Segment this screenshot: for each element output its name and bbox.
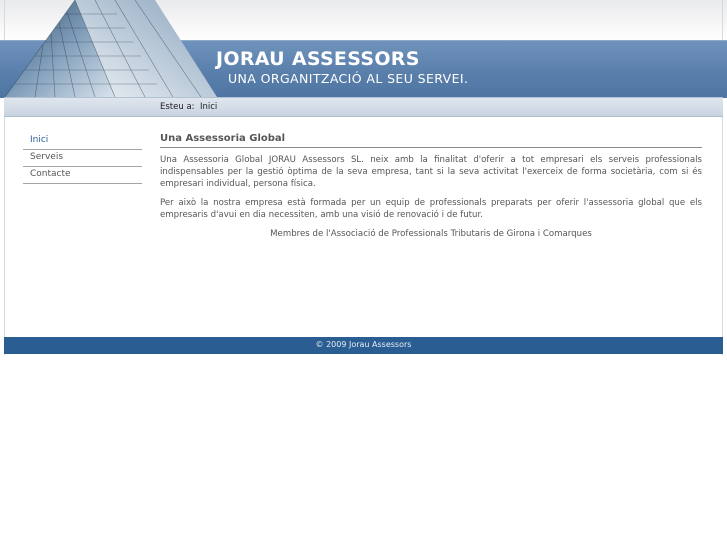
membership-paragraph: Membres de l'Associació de Professionals Tributaris de Girona i Comarques — [270, 229, 592, 239]
building-logo-image — [5, 0, 217, 97]
footer-copyright: © 2009 Jorau Assessors — [315, 340, 412, 349]
breadcrumb — [4, 97, 723, 117]
breadcrumb-current[interactable]: Inici — [200, 102, 218, 112]
main-content — [160, 133, 702, 247]
team-paragraph: Per això la nostra empresa està formada per un equip de professionals preparats per oferir l'assessoria global que els empresaris d'avui en dia necessiten, amb una visió de renovació i de futur. — [160, 198, 702, 220]
site-tagline: UNA ORGANITZACIÓ AL SEU SERVEI. — [228, 71, 469, 86]
sidebar-item-serveis[interactable]: Serveis — [23, 150, 142, 167]
breadcrumb-label: Esteu a: — [160, 102, 195, 112]
sidebar-item-inici[interactable]: Inici — [23, 133, 142, 150]
site-title: JORAU ASSESSORS — [216, 48, 420, 70]
footer — [4, 337, 723, 354]
sidebar-nav — [23, 133, 142, 184]
page-title: Una Assessoria Global — [160, 133, 702, 148]
intro-paragraph: Una Assessoria Global JORAU Assessors SL. neix amb la finalitat d'oferir a tot empresari els serveis professionals indispensables per la gestió òptima de la seva empresa, tant si la seva activitat l'exerceix de forma societària, com si és empresari individual, persona física. — [160, 155, 702, 189]
sidebar-item-contacte[interactable]: Contacte — [23, 167, 142, 184]
